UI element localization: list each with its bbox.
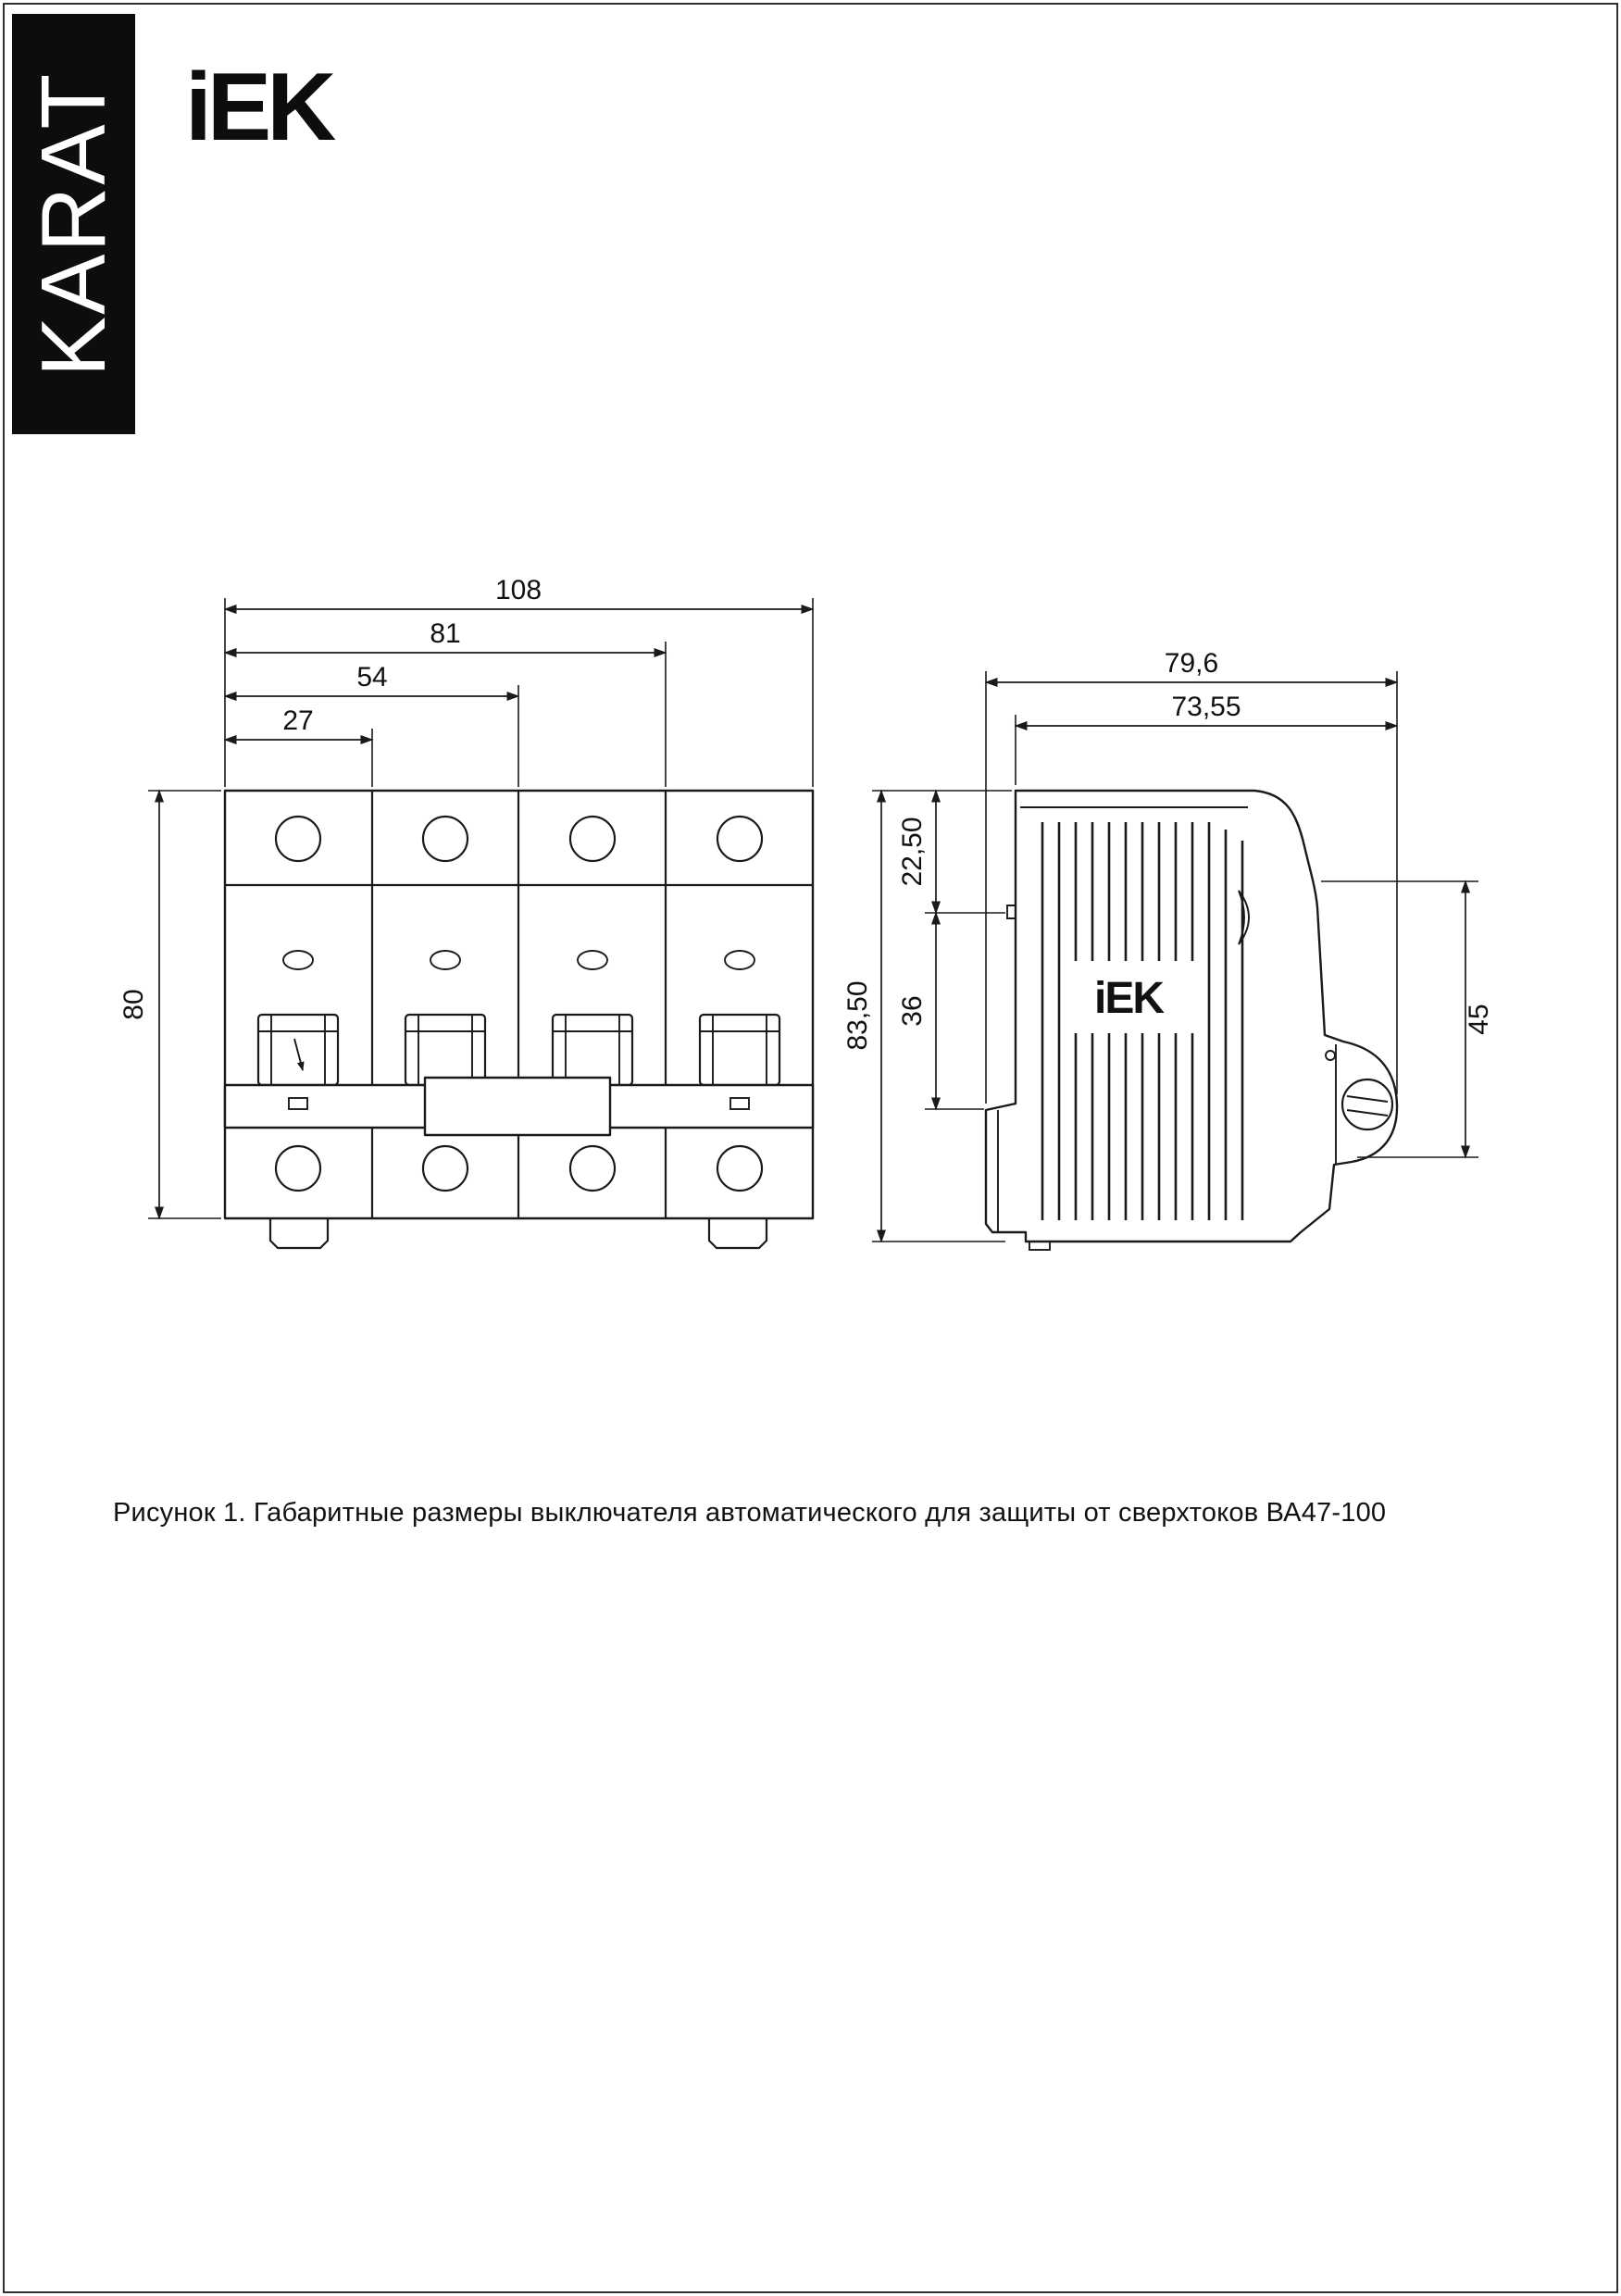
side-view: [986, 791, 1397, 1250]
dim-width-108: 108: [494, 575, 542, 605]
dim-depth-79-6: 79,6: [1164, 648, 1219, 679]
dim-height-45: 45: [1464, 1004, 1494, 1035]
front-view: [225, 791, 813, 1248]
side-iek-logo: iEK: [1093, 974, 1164, 1023]
karat-brand-label: KARAT: [22, 71, 124, 377]
figure-caption: Рисунок 1. Габаритные размеры выключателя автоматического для защиты от сверхтоков ВА47-100: [113, 1498, 1387, 1528]
dim-height-80: 80: [118, 989, 149, 1020]
dim-width-81: 81: [430, 618, 461, 649]
dim-height-22-50: 22,50: [897, 817, 928, 887]
dim-width-27: 27: [282, 705, 314, 736]
dim-width-54: 54: [356, 662, 388, 693]
dim-height-36: 36: [897, 995, 928, 1027]
iek-logo: iEK: [185, 54, 332, 161]
dim-depth-73-55: 73,55: [1171, 692, 1241, 722]
dim-height-83-50: 83,50: [842, 980, 873, 1051]
